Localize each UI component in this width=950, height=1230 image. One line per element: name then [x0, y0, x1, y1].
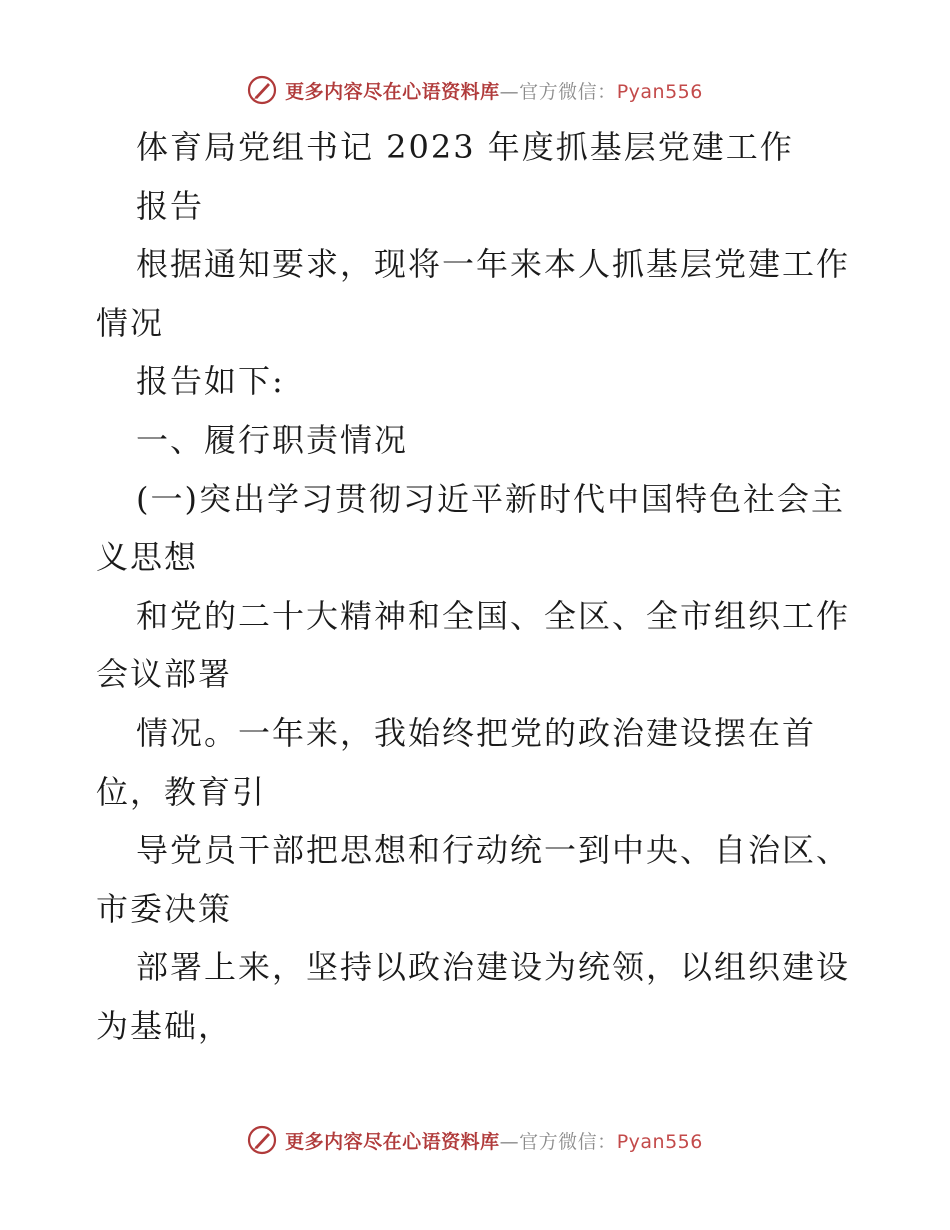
paragraph-line: 位，教育引	[96, 772, 267, 811]
paragraph-line: 市委决策	[96, 889, 233, 928]
header-banner-id: Pyan556	[616, 80, 703, 103]
footer-banner-rest: —官方微信：	[499, 1130, 617, 1153]
paragraph-line: 会议部署	[96, 655, 233, 694]
section-heading: 一、履行职责情况	[136, 420, 409, 459]
paragraph-line: 导党员干部把思想和行动统一到中央、自治区、	[136, 831, 851, 870]
footer-banner-text	[285, 1127, 703, 1154]
paragraph-line: 情况	[96, 303, 165, 342]
header-banner-lead: 更多内容尽在心语资料库	[285, 80, 500, 103]
header-watermark-banner	[0, 70, 950, 110]
quill-logo-icon	[247, 1125, 277, 1155]
paragraph-line: 为基础，	[96, 1006, 233, 1045]
paragraph-line: 情况。一年来，我始终把党的政治建设摆在首	[136, 713, 817, 752]
paragraph-line: 义思想	[96, 538, 199, 577]
document-title-line-2: 报告	[136, 186, 205, 225]
quill-logo-icon	[247, 75, 277, 105]
header-banner-text	[285, 77, 703, 104]
paragraph-line: 和党的二十大精神和全国、全区、全市组织工作	[136, 596, 851, 635]
footer-watermark-banner	[0, 1120, 950, 1160]
paragraph-line: 报告如下:	[136, 362, 285, 401]
header-banner-rest: —官方微信：	[499, 80, 617, 103]
subsection-heading: (一)突出学习贯彻习近平新时代中国特色社会主	[136, 479, 845, 518]
footer-banner-lead: 更多内容尽在心语资料库	[285, 1130, 500, 1153]
paragraph-line: 根据通知要求，现将一年来本人抓基层党建工作	[136, 245, 851, 284]
document-body	[96, 118, 856, 1056]
document-title-line-1: 体育局党组书记 2023 年度抓基层党建工作	[136, 128, 794, 166]
footer-banner-id: Pyan556	[616, 1130, 703, 1153]
paragraph-line: 部署上来，坚持以政治建设为统领，以组织建设	[136, 948, 851, 987]
